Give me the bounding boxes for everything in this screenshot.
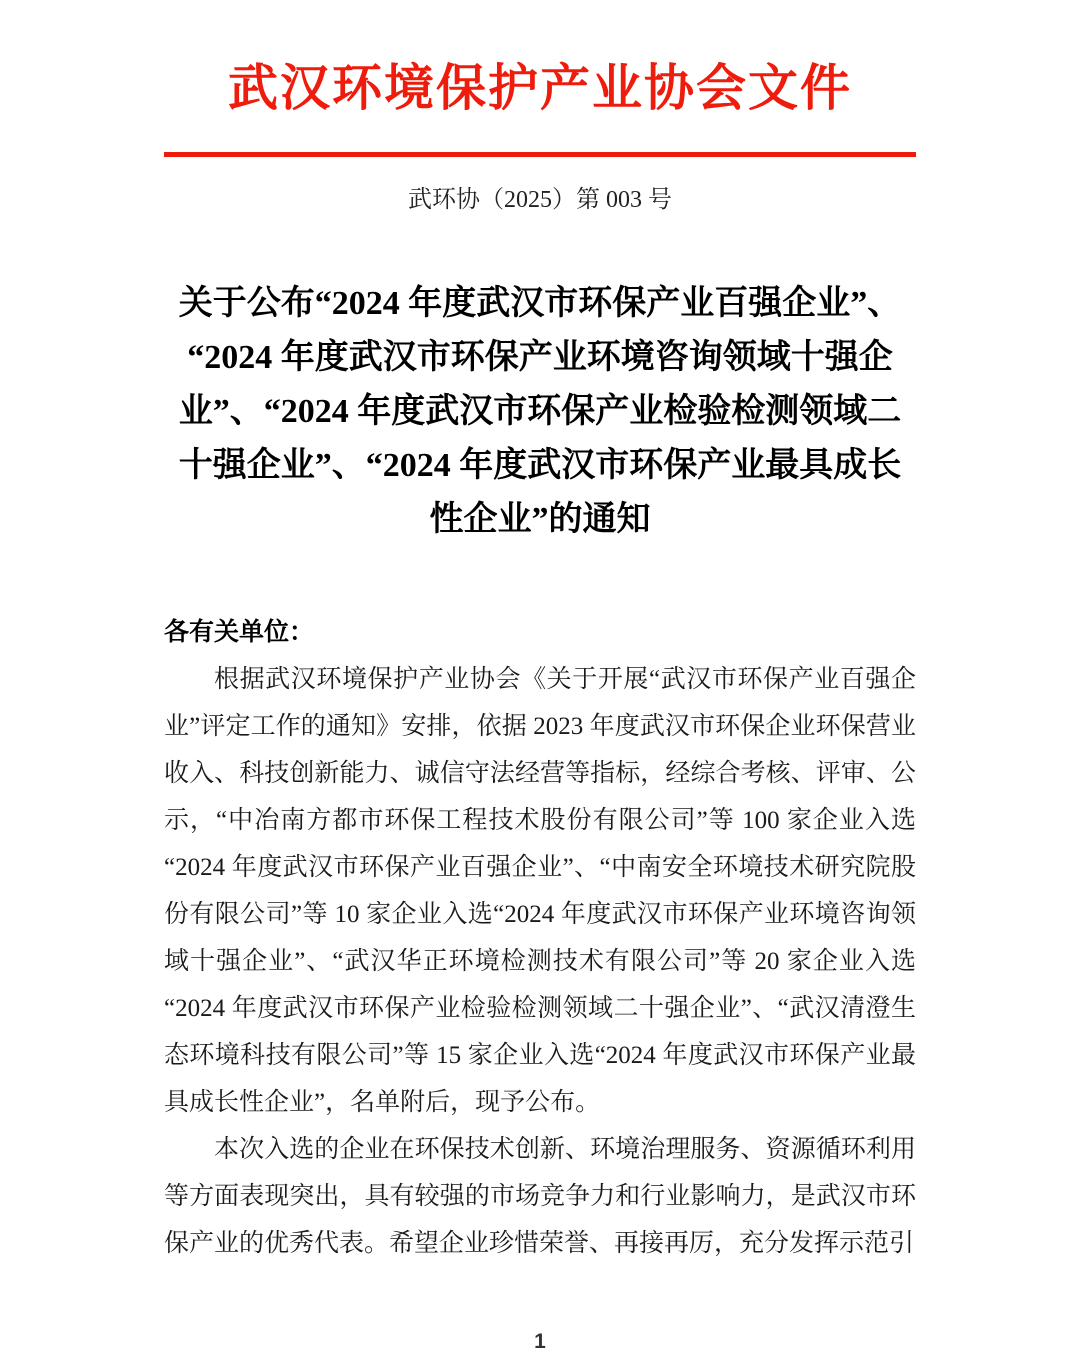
letterhead-org-title: 武汉环境保护产业协会文件 [228,60,852,116]
document-number: 武环协（2025）第 003 号 [408,187,672,213]
body-paragraph: 根据武汉环境保护产业协会《关于开展“武汉市环保产业百强企业”评定工作的通知》安排，依据 2023 年度武汉市环保企业环保营业收入、科技创新能力、诚信守法经营等指标，经综合考核、评审、公示，“中冶南方都市环保工程技术股份有限公司”等 100 家企业入选“2024 年度武汉市环保产业百强企业”、“中南安全环境技术研究院股份有限公司”等 10 家企业入选“2024 年度武汉市环保产业环境咨询领域十强企业”、“武汉华正环境检测技术有限公司”等 20 家企业入选“2024 年度武汉市环保产业检验检测领域二十强企业”、“武汉清澄生态环境科技有限公司”等 15 家企业入选“2024 年度武汉市环保产业最具成长性企业”，名单附后，现予公布。 [164,666,916,1116]
letterhead-divider [164,152,916,157]
notice-title: 关于公布“2024 年度武汉市环保产业百强企业”、“2024 年度武汉市环保产业环境咨询领域十强企业”、“2024 年度武汉市环保产业检验检测领域二十强企业”、“2024 年度武汉市环保产业最具成长性企业”的通知 [178,285,902,538]
document-body [164,609,916,1267]
body-paragraph: 本次入选的企业在环保技术创新、环境治理服务、资源循环利用等方面表现突出，具有较强的市场竞争力和行业影响力，是武汉市环保产业的优秀代表。希望企业珍惜荣誉、再接再厉，充分发挥示范引 [164,1136,916,1257]
document-content [164,60,916,1267]
page-number: 1 [534,1330,546,1353]
salutation: 各有关单位： [164,618,315,646]
